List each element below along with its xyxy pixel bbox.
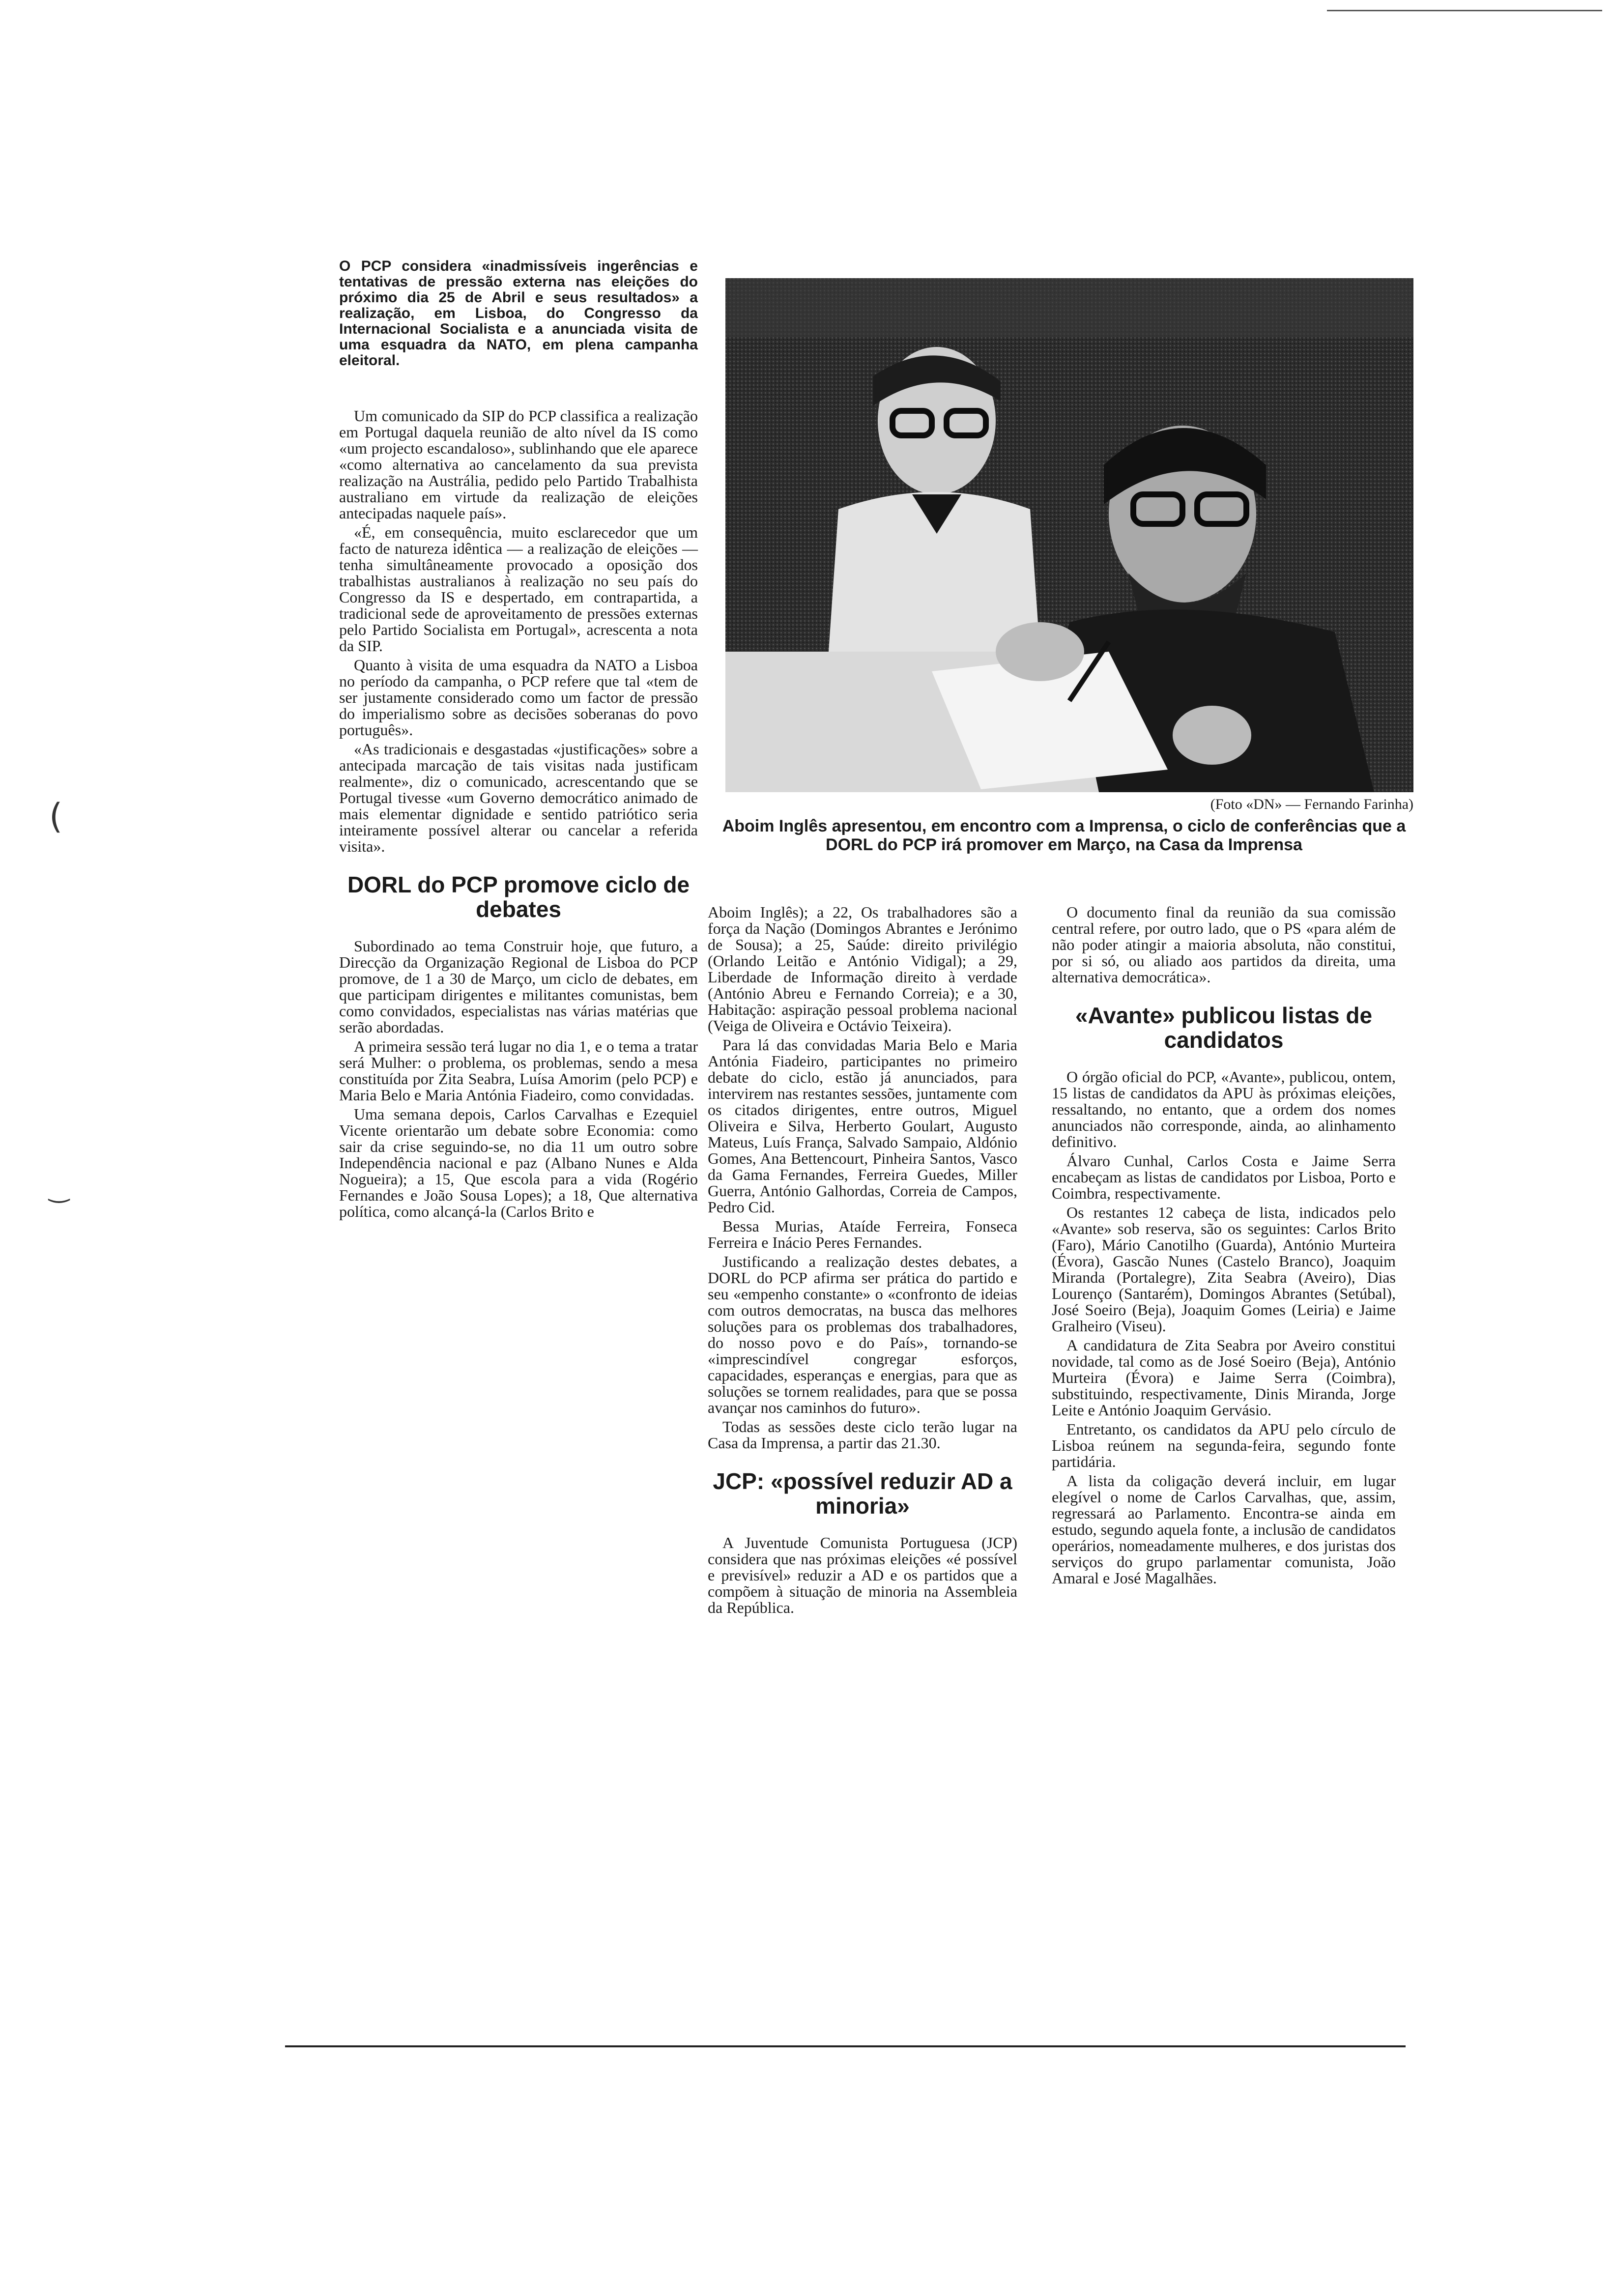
section-heading: DORL do PCP promove ciclo de debates (347, 872, 690, 922)
article-column-1 (339, 258, 698, 1223)
paragraph: Uma semana depois, Carlos Carvalhas e Ezequiel Vicente orientarão um debate sobre Economia: como sair da crise seguindo-se, no dia 11 um outro sobre Independência nacional e paz (Albano Nunes e Alda Nogueira); a 15, Que escola para a vida (Rogério Fernandes e João Sousa Lopes); a 18, Que alternativa política, como alcançá-la (Carlos Brito e (339, 1105, 698, 1220)
paragraph: A Juventude Comunista Portuguesa (JCP) considera que nas próximas eleições «é possível e previsível» reduzir a AD e os partidos que a compõem à situação de minoria na Assembleia da República. (708, 1534, 1017, 1616)
article-column-3 (1052, 904, 1396, 1589)
article-column-2 (708, 904, 1017, 1619)
top-edge-line (1327, 10, 1602, 11)
margin-mark: ( (49, 796, 63, 836)
paragraph: Para lá das convidadas Maria Belo e Maria Antónia Fiadeiro, participantes no primeiro debate do ciclo, estão já anunciados, para intervirem nas restantes sessões, juntamente com os citados dirigentes, entre outros, Miguel Oliveira e Silva, Herberto Goulart, Augusto Mateus, Luís França, Salvado Sampaio, Aldónio Gomes, Ana Bettencourt, Pinheira Santos, Vasco da Gama Fernandes, Ferreira Guedes, Miller Guerra, António Galhordas, Correia de Campos, Pedro Cid. (708, 1036, 1017, 1216)
paragraph: Entretanto, os candidatos da APU pelo círculo de Lisboa reúnem na segunda-feira, segundo fonte partidária. (1052, 1420, 1396, 1470)
paragraph: A primeira sessão terá lugar no dia 1, e o tema a tratar será Mulher: o problema, os problemas, sendo a mesa constituída por Zita Seabra, Luísa Amorim (pelo PCP) e Maria Belo e Maria Antónia Fiadeiro, como convidadas. (339, 1037, 698, 1104)
paragraph: Os restantes 12 cabeça de lista, indicados pelo «Avante» sob reserva, são os seguintes: Carlos Brito (Faro), Mário Canotilho (Guarda), António Murteira (Évora), Gascão Nunes (Castelo Branco), Joaquim Miranda (Portalegre), Zita Seabra (Aveiro), Dias Lourenço (Santarém), Domingos Abrantes (Setúbal), José Soeiro (Beja), Joaquim Gomes (Leiria) e Jaime Gralheiro (Viseu). (1052, 1204, 1396, 1335)
photo-caption: Aboim Inglês apresentou, em encontro com a Imprensa, o ciclo de conferências que a DORL do PCP irá promover em Março, na Casa da Imprensa (722, 817, 1406, 854)
photo-credit: (Foto «DN» — Fernando Farinha) (1210, 796, 1413, 812)
bottom-rule (285, 2045, 1406, 2047)
paragraph: Justificando a realização destes debates, a DORL do PCP afirma ser prática do partido e seu «empenho constante» o «confronto de ideias com outros democratas, na busca das melhores soluções para os problemas dos trabalhadores, do nosso povo e do País», tornando-se «imprescindível congregar esforços, capacidades, esperanças e energias, para que as soluções se tornem realidades, para que se possa avançar nos caminhos do futuro». (708, 1253, 1017, 1416)
paragraph: «As tradicionais e desgastadas «justificações» sobre a antecipada marcação de tais visitas nada justificam realmente», diz o comunicado, acrescentando que se Portugal tivesse «um Governo democrático animado de mais elementar dignidade e sentido patriótico seria inteiramente possível alterar ou cancelar a referida visita». (339, 740, 698, 855)
paragraph: A candidatura de Zita Seabra por Aveiro constitui novidade, tal como as de José Soeiro (Beja), António Murteira (Évora) e Jaime Serra (Coimbra), substituindo, respectivamente, Dinis Miranda, Jorge Leite e António Joaquim Gervásio. (1052, 1336, 1396, 1419)
paragraph: Bessa Murias, Ataíde Ferreira, Fonseca Ferreira e Inácio Peres Fernandes. (708, 1217, 1017, 1251)
lead-paragraph: O PCP considera «inadmissíveis ingerências e tentativas de pressão externa nas eleições do próximo dia 25 de Abril e seus resultados» a realização, em Lisboa, do Congresso da Internacional Socialista e a anunciada visita de uma esquadra da NATO, em plena campanha eleitoral. (339, 258, 698, 369)
section-heading: JCP: «possível reduzir AD a minoria» (713, 1468, 1012, 1519)
paragraph: Subordinado ao tema Construir hoje, que futuro, a Direcção da Organização Regional de Lisboa do PCP promove, de 1 a 30 de Março, um ciclo de debates, em que participam dirigentes e militantes comunistas, bem como convidados, especialistas nas várias matérias que serão abordadas. (339, 937, 698, 1036)
paragraph: «É, em consequência, muito esclarecedor que um facto de natureza idêntica — a realização de eleições — tenha simultâneamente provocado a oposição dos trabalhistas australianos à realização no seu país do Congresso da IS e despertado, em contrapartida, a tradicional sede de aproveitamento de pressões externas pelo Partido Socialista em Portugal», acrescenta a nota da SIP. (339, 523, 698, 655)
paragraph: O documento final da reunião da sua comissão central refere, por outro lado, que o PS «para além de não poder atingir a maioria absoluta, não constitui, por si só, ou aliado aos partidos da direita, uma alternativa democrática». (1052, 903, 1396, 986)
paragraph: Quanto à visita de uma esquadra da NATO a Lisboa no período da campanha, o PCP refere que tal «tem de ser justamente considerado como um factor de pressão do imperialismo sobre as decisões soberanas do povo português». (339, 656, 698, 739)
press-photo (725, 278, 1413, 792)
paragraph: O órgão oficial do PCP, «Avante», publicou, ontem, 15 listas de candidatos da APU às próximas eleições, ressaltando, no entanto, que a ordem dos nomes anunciados não corresponde, ainda, ao alinhamento definitivo. (1052, 1068, 1396, 1150)
paragraph: Álvaro Cunhal, Carlos Costa e Jaime Serra encabeçam as listas de candidatos por Lisboa, Porto e Coimbra, respectivamente. (1052, 1152, 1396, 1202)
paragraph: Todas as sessões deste ciclo terão lugar na Casa da Imprensa, a partir das 21.30. (708, 1418, 1017, 1452)
paragraph: Um comunicado da SIP do PCP classifica a realização em Portugal daquela reunião de alto nível da IS como «um projecto escandaloso», sublinhando que ele aparece «como alternativa ao cancelamento da sua prevista realização na Austrália, pedido pelo Partido Trabalhista australiano em virtude da realização de eleições antecipadas naquele país». (339, 407, 698, 522)
margin-mark: ‿ (49, 1175, 69, 1203)
section-heading: «Avante» publicou listas de candidatos (1075, 1003, 1373, 1053)
paragraph: Aboim Inglês); a 22, Os trabalhadores são a força da Nação (Domingos Abrantes e Jerónimo de Sousa); a 25, Saúde: direito privilégio (Orlando Leitão e António Vidigal); a 29, Liberdade de Informação direito à verdade (António Abreu e Fernando Correia); e a 30, Habitação: aspiração pessoal problema nacional (Veiga de Oliveira e Octávio Teixeira). (708, 903, 1017, 1034)
paragraph: A lista da coligação deverá incluir, em lugar elegível o nome de Carlos Carvalhas, que, assim, regressará ao Parlamento. Encontra-se ainda em estudo, segundo aquela fonte, a inclusão de candidatos operários, nomeadamente mulheres, e dos juristas dos serviços do grupo parlamentar comunista, João Amaral e José Magalhães. (1052, 1472, 1396, 1587)
